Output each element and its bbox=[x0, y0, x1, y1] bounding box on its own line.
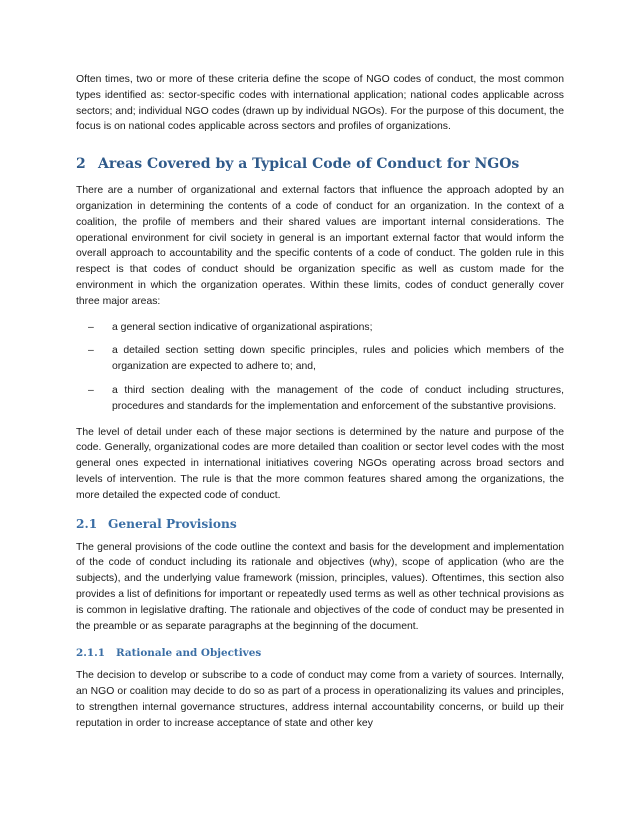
section-2-heading bbox=[76, 155, 564, 173]
list-item bbox=[76, 320, 564, 336]
list-item bbox=[76, 343, 564, 375]
section-2-1-title: General Provisions bbox=[108, 516, 237, 531]
list-item bbox=[76, 383, 564, 415]
section-2-1-1-title: Rationale and Objectives bbox=[116, 647, 262, 660]
section-2-1-heading bbox=[76, 516, 564, 532]
section-2-paragraph-after: The level of detail under each of these major sections is determined by the nature and purpose of the code. Generally, organizational codes are more detailed than coalition or sector level codes with the most general ones expected in international initiatives covering NGOs operating across broad sectors and levels of intervention. The rule is that the more common features shared among the organizations, the more detailed the expected code of conduct. bbox=[76, 426, 564, 501]
intro-paragraph: Often times, two or more of these criteria define the scope of NGO codes of conduct, the most common types identified as: sector-specific codes with international application; national codes applicable across sectors; and; individual NGO codes (drawn up by individual NGOs). For the purpose of this document, the focus is on national codes applicable across sectors and profiles of organizations. bbox=[76, 74, 564, 133]
list-item-text: a general section indicative of organizational aspirations; bbox=[112, 321, 373, 333]
section-2-1-1-number: 2.1.1 bbox=[76, 647, 105, 660]
list-item-text: a third section dealing with the management of the code of conduct including structures, procedures and standards for the implementation and enforcement of the substantive provisions. bbox=[112, 384, 564, 412]
bullet-dash: – bbox=[88, 384, 94, 396]
bullet-dash: – bbox=[88, 321, 94, 333]
areas-list bbox=[76, 320, 564, 415]
section-2-1-1-heading bbox=[76, 646, 564, 660]
list-item-text: a detailed section setting down specific principles, rules and policies which members of the organization are expected to adhere to; and, bbox=[112, 345, 564, 373]
section-2-1-1-paragraph: The decision to develop or subscribe to a code of conduct may come from a variety of sources. Internally, an NGO or coalition may decide to do so as part of a process in operationalizing its values and principles, to strengthen internal governance structures, address internal accountability concerns, or build up their reputation in order to increase acceptance of state and other key bbox=[76, 670, 564, 729]
section-2-1-number: 2.1 bbox=[76, 516, 98, 531]
section-2-1-paragraph: The general provisions of the code outline the context and basis for the development and implementation of the code of conduct including its rationale and objectives (why), scope of application (who are the subjects), and the underlying value framework (mission, principles, values). Oftentimes, this section also provides a list of definitions for important or repeatedly used terms as well as other technical provisions as is common in legislative drafting. The rationale and objectives of the code of conduct may be presented in the preamble or as separate paragraphs at the beginning of the document. bbox=[76, 541, 564, 632]
section-2-number: 2 bbox=[76, 156, 86, 173]
section-2-paragraph: There are a number of organizational and external factors that influence the approach adopted by an organization in determining the contents of a code of conduct for an organization. In the context of a coalition, the profile of members and their shared values are important internal considerations. The operational environment for civil society in general is an important external factor that would inform the overall approach to accountability and the specific contents of a code of conduct. The golden rule in this respect is that codes of conduct should be organization specific as well as custom made for the environment in which the organization operates. Within these limits, codes of conduct generally cover three major areas: bbox=[76, 185, 564, 307]
bullet-dash: – bbox=[88, 345, 94, 357]
document-page bbox=[76, 72, 564, 732]
section-2-title: Areas Covered by a Typical Code of Conduct for NGOs bbox=[98, 156, 520, 173]
